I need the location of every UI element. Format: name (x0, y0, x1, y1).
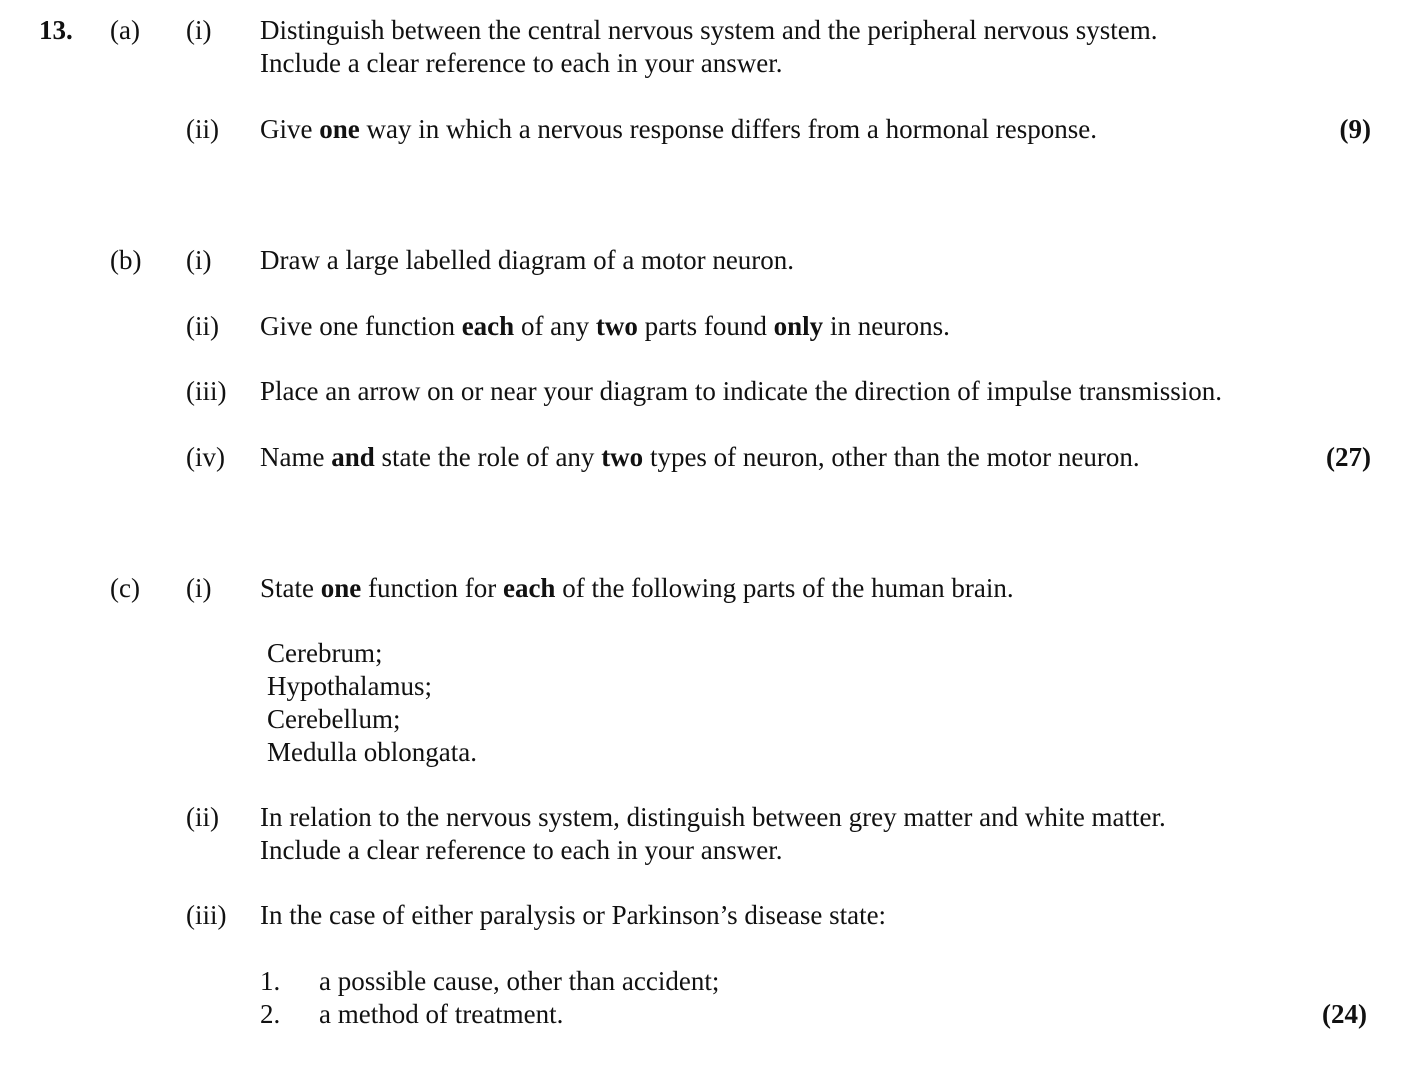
part-a-ii-label: (ii) (186, 114, 219, 144)
part-c-label: (c) (110, 573, 140, 603)
part-c-iii-text: In the case of either paralysis or Parkinson’s disease state: (260, 900, 887, 930)
brain-part-item: Medulla oblongata. (267, 737, 477, 767)
part-b-i-text: Draw a large labelled diagram of a motor neuron. (260, 245, 795, 275)
part-b-label: (b) (110, 245, 142, 275)
part-b-iii-label: (iii) (186, 376, 227, 406)
part-b-ii-text: Give one function each of any two parts found only in neurons. (260, 311, 950, 341)
part-b-iv-text: Name and state the role of any two types of neuron, other than the motor neuron. (260, 442, 1140, 472)
part-b-i-label: (i) (186, 245, 212, 275)
part-b-ii-label: (ii) (186, 311, 219, 341)
part-a-label: (a) (110, 15, 140, 45)
part-a-i-label: (i) (186, 15, 212, 45)
part-c-iii-label: (iii) (186, 900, 227, 930)
brain-part-item: Hypothalamus; (267, 671, 432, 701)
brain-part-item: Cerebrum; (267, 638, 383, 668)
part-b-marks: (27) (1326, 442, 1371, 472)
part-a-i-line1: Distinguish between the central nervous system and the peripheral nervous system. (260, 15, 1158, 45)
numbered-item-text: a possible cause, other than accident; (319, 966, 720, 996)
numbered-item-text: a method of treatment. (319, 999, 564, 1029)
part-c-i-text: State one function for each of the following parts of the human brain. (260, 573, 1014, 603)
part-a-ii-text: Give one way in which a nervous response differs from a hormonal response. (260, 114, 1098, 144)
part-c-ii-label: (ii) (186, 802, 219, 832)
part-c-ii-line2: Include a clear reference to each in your answer. (260, 835, 783, 865)
part-c-ii-line1: In relation to the nervous system, distinguish between grey matter and white matter. (260, 802, 1166, 832)
question-number: 13. (39, 15, 73, 45)
part-c-i-label: (i) (186, 573, 212, 603)
numbered-item-label: 2. (260, 999, 281, 1029)
part-a-marks: (9) (1339, 114, 1371, 144)
brain-part-item: Cerebellum; (267, 704, 401, 734)
part-b-iv-label: (iv) (186, 442, 225, 472)
part-c-marks: (24) (1322, 999, 1367, 1029)
numbered-item-label: 1. (260, 966, 281, 996)
part-a-i-line2: Include a clear reference to each in your answer. (260, 48, 783, 78)
part-b-iii-text: Place an arrow on or near your diagram to indicate the direction of impulse transmission. (260, 376, 1222, 406)
